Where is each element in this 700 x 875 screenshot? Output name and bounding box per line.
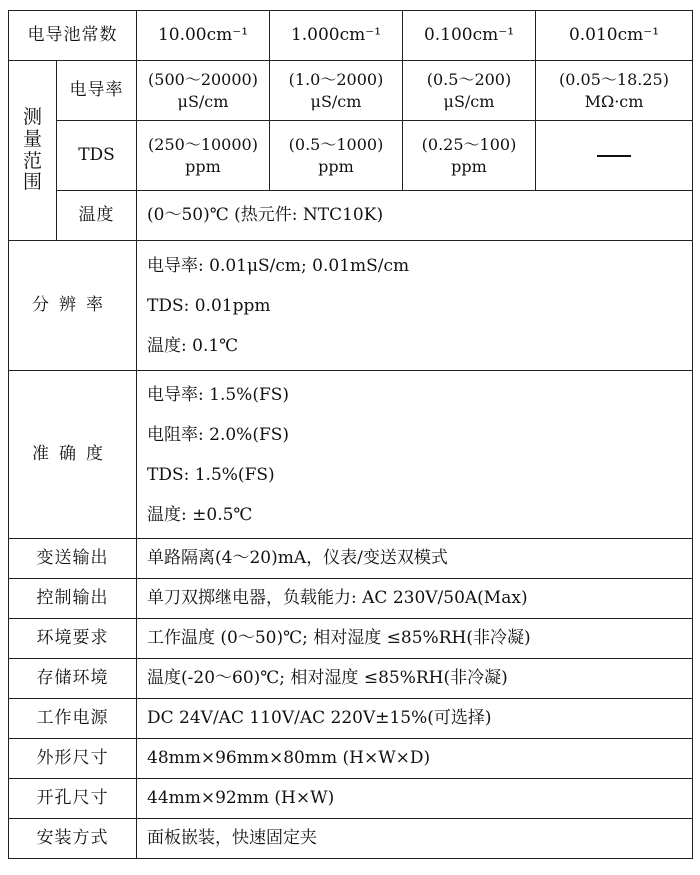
spec-row-value: 48mm×96mm×80mm (H×W×D) bbox=[137, 739, 693, 779]
cell-constant-1: 1.000cm⁻¹ bbox=[270, 11, 403, 61]
resolution-values bbox=[137, 241, 693, 371]
spec-row bbox=[9, 539, 693, 579]
range-value: (0.05～18.25) bbox=[559, 69, 669, 89]
range-value: (250～10000) bbox=[148, 134, 258, 154]
cell-constant-10: 10.00cm⁻¹ bbox=[137, 11, 270, 61]
resolution-label: 分辨率 bbox=[9, 241, 137, 371]
range-unit: MΩ·cm bbox=[584, 91, 644, 111]
spec-table bbox=[8, 10, 693, 859]
conductivity-label: 电导率 bbox=[57, 61, 137, 121]
accuracy-line-1: 电导率: 1.5%(FS) bbox=[147, 384, 290, 405]
spec-row-value: 面板嵌装，快速固定夹 bbox=[137, 819, 693, 859]
accuracy-values bbox=[137, 371, 693, 539]
spec-row-label: 开孔尺寸 bbox=[9, 779, 137, 819]
spec-row-label: 外形尺寸 bbox=[9, 739, 137, 779]
accuracy-label: 准确度 bbox=[9, 371, 137, 539]
cell-constant-0.01: 0.010cm⁻¹ bbox=[536, 11, 693, 61]
spec-row-value: DC 24V/AC 110V/AC 220V±15%(可选择) bbox=[137, 699, 693, 739]
spec-row-value: 温度(-20～60)℃; 相对湿度 ≤85%RH(非冷凝) bbox=[137, 659, 693, 699]
resolution-line-1: 电导率: 0.01μS/cm; 0.01mS/cm bbox=[147, 255, 410, 276]
range-value: (0.5～200) bbox=[426, 69, 512, 89]
resolution-line-2: TDS: 0.01ppm bbox=[147, 295, 271, 316]
spec-row-label: 存储环境 bbox=[9, 659, 137, 699]
spec-row-label: 工作电源 bbox=[9, 699, 137, 739]
spec-row-value: 单刀双掷继电器，负载能力: AC 230V/50A(Max) bbox=[137, 579, 693, 619]
conductivity-row bbox=[9, 61, 693, 121]
range-unit: μS/cm bbox=[443, 91, 495, 111]
cell-constant-0.1: 0.100cm⁻¹ bbox=[403, 11, 536, 61]
range-unit: ppm bbox=[318, 156, 354, 176]
spec-row-value: 44mm×92mm (H×W) bbox=[137, 779, 693, 819]
range-value: (1.0～2000) bbox=[288, 69, 384, 89]
spec-row bbox=[9, 819, 693, 859]
measure-range-label bbox=[9, 61, 57, 241]
accuracy-line-4: 温度: ±0.5℃ bbox=[147, 504, 253, 525]
resistivity-range bbox=[536, 61, 693, 121]
spec-row bbox=[9, 779, 693, 819]
conductivity-range-3 bbox=[403, 61, 536, 121]
spec-row-label: 变送输出 bbox=[9, 539, 137, 579]
accuracy-row bbox=[9, 371, 693, 539]
tds-range-2 bbox=[270, 121, 403, 191]
spec-row-label: 安装方式 bbox=[9, 819, 137, 859]
conductivity-range-2 bbox=[270, 61, 403, 121]
temperature-row bbox=[9, 191, 693, 241]
measure-char-3: 范 bbox=[23, 149, 43, 172]
range-unit: μS/cm bbox=[177, 91, 229, 111]
measure-char-2: 量 bbox=[23, 127, 43, 150]
spec-row-value: 工作温度 (0～50)℃; 相对湿度 ≤85%RH(非冷凝) bbox=[137, 619, 693, 659]
spec-row bbox=[9, 619, 693, 659]
accuracy-line-2: 电阻率: 2.0%(FS) bbox=[147, 424, 290, 445]
temperature-range: (0～50)℃ (热元件: NTC10K) bbox=[137, 191, 693, 241]
range-value: (0.5～1000) bbox=[288, 134, 384, 154]
range-value: (500～20000) bbox=[148, 69, 258, 89]
range-value: (0.25～100) bbox=[421, 134, 517, 154]
spec-row bbox=[9, 739, 693, 779]
spec-row-value: 单路隔离(4～20)mA，仪表/变送双模式 bbox=[137, 539, 693, 579]
range-unit: ppm bbox=[451, 156, 487, 176]
spec-row-label: 控制输出 bbox=[9, 579, 137, 619]
tds-label: TDS bbox=[57, 121, 137, 191]
spec-row-label: 环境要求 bbox=[9, 619, 137, 659]
tds-range-na bbox=[536, 121, 693, 191]
tds-range-1 bbox=[137, 121, 270, 191]
accuracy-line-3: TDS: 1.5%(FS) bbox=[147, 464, 275, 485]
resolution-row bbox=[9, 241, 693, 371]
tds-range-3 bbox=[403, 121, 536, 191]
spec-row bbox=[9, 699, 693, 739]
measure-char-1: 测 bbox=[23, 105, 43, 128]
range-unit: μS/cm bbox=[310, 91, 362, 111]
range-unit: ppm bbox=[185, 156, 221, 176]
cell-constant-label: 电导池常数 bbox=[9, 11, 137, 61]
resolution-line-3: 温度: 0.1℃ bbox=[147, 335, 239, 356]
header-row bbox=[9, 11, 693, 61]
spec-row bbox=[9, 579, 693, 619]
measure-char-4: 围 bbox=[23, 171, 43, 194]
dash-mark bbox=[597, 155, 631, 157]
spec-row bbox=[9, 659, 693, 699]
tds-row bbox=[9, 121, 693, 191]
conductivity-range-1 bbox=[137, 61, 270, 121]
temperature-label: 温度 bbox=[57, 191, 137, 241]
